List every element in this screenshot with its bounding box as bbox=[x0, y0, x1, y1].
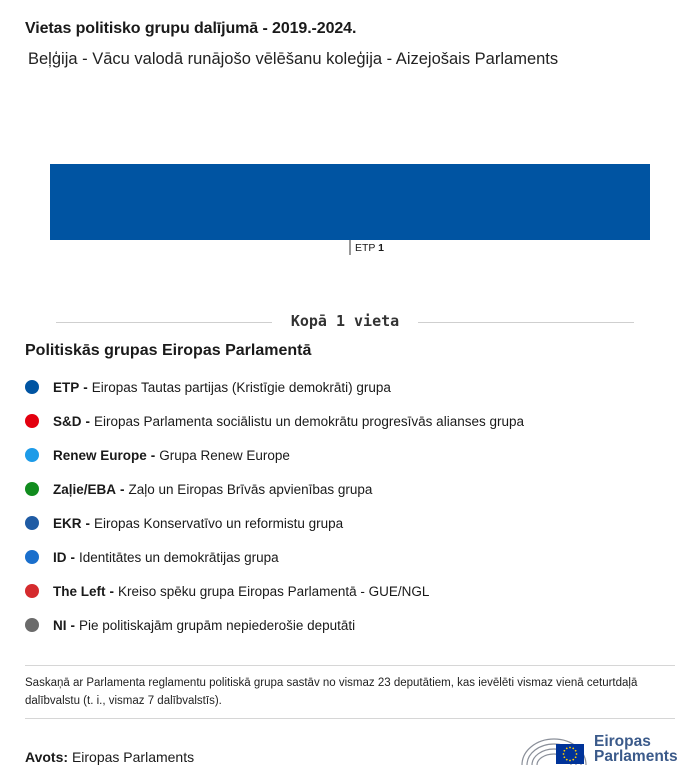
legend-abbr: Renew Europe bbox=[53, 447, 147, 463]
legend-name: Pie politiskajām grupām nepiederošie deputāti bbox=[79, 617, 356, 633]
chart-title: Vietas politisko grupu dalījumā - 2019.-2024. bbox=[25, 20, 357, 37]
legend-item-ni: NI - Pie politiskajām grupām nepiederošie deputāti bbox=[25, 608, 524, 642]
eu-star-icon bbox=[575, 750, 577, 752]
legend-dot-icon bbox=[25, 516, 39, 530]
source bbox=[25, 749, 194, 765]
parliament-logo-icon bbox=[520, 729, 590, 769]
divider bbox=[25, 718, 675, 719]
eu-star-icon bbox=[575, 756, 577, 758]
legend-name: Eiropas Konservatīvo un reformistu grupa bbox=[94, 515, 344, 531]
footnote: Saskaņā ar Parlamenta reglamentu politiskā grupa sastāv no vismaz 23 deputātiem, kas ievēlēti vismaz vienā ceturtdaļā dalībvalstu (t. i., vismaz 7 dalībvalstīs). bbox=[25, 677, 638, 707]
eu-star-icon bbox=[563, 756, 565, 758]
legend-name: Kreiso spēku grupa Eiropas Parlamentā - GUE/NGL bbox=[118, 583, 430, 599]
legend-abbr: S&D bbox=[53, 413, 82, 429]
total-divider-left bbox=[56, 322, 272, 323]
legend-name: Eiropas Parlamenta sociālistu un demokrātu progresīvās alianses grupa bbox=[94, 413, 524, 429]
eu-star-icon bbox=[572, 759, 574, 761]
legend-abbr: EKR bbox=[53, 515, 82, 531]
eu-star-icon bbox=[563, 750, 565, 752]
legend-dot-icon bbox=[25, 618, 39, 632]
eu-star-icon bbox=[563, 753, 565, 755]
legend-item-sd: S&D - Eiropas Parlamenta sociālistu un demokrātu progresīvās alianses grupa bbox=[25, 404, 524, 438]
divider bbox=[25, 665, 675, 666]
legend-dot-icon bbox=[25, 414, 39, 428]
legend-item-greens: Zaļie/EBA - Zaļo un Eiropas Brīvās apvienības grupa bbox=[25, 472, 524, 506]
eu-star-icon bbox=[569, 760, 571, 762]
legend-abbr: Zaļie/EBA bbox=[53, 481, 117, 497]
legend-abbr: ID bbox=[53, 549, 67, 565]
legend-abbr: NI bbox=[53, 617, 67, 633]
ep-logo bbox=[520, 729, 680, 769]
eu-star-icon bbox=[576, 753, 578, 755]
legend-item-ekr: EKR - Eiropas Konservatīvo un reformistu grupa bbox=[25, 506, 524, 540]
legend-item-renew: Renew Europe - Grupa Renew Europe bbox=[25, 438, 524, 472]
source-label: Avots: bbox=[25, 749, 69, 765]
legend-item-id: ID - Identitātes un demokrātijas grupa bbox=[25, 540, 524, 574]
chart-subtitle: Beļģija - Vācu valodā runājošo vēlēšanu koleģija - Aizejošais Parlaments bbox=[28, 50, 559, 68]
legend bbox=[25, 370, 524, 642]
legend-dot-icon bbox=[25, 482, 39, 496]
source-value: Eiropas Parlaments bbox=[71, 749, 195, 765]
bar-data-label: ETP 1 bbox=[355, 242, 384, 254]
bar-segment-etp bbox=[50, 164, 650, 240]
seat-bar-chart bbox=[0, 150, 700, 260]
legend-name: Zaļo un Eiropas Brīvās apvienības grupa bbox=[128, 481, 373, 497]
legend-title: Politiskās grupas Eiropas Parlamentā bbox=[25, 342, 312, 359]
legend-dot-icon bbox=[25, 550, 39, 564]
legend-dot-icon bbox=[25, 584, 39, 598]
legend-dot-icon bbox=[25, 448, 39, 462]
eu-star-icon bbox=[572, 747, 574, 749]
total-seats-row bbox=[56, 312, 634, 332]
eu-star-icon bbox=[566, 759, 568, 761]
eu-star-icon bbox=[569, 747, 571, 749]
eu-star-icon bbox=[566, 747, 568, 749]
logo-text: Eiropas Parlaments bbox=[594, 733, 678, 765]
legend-name: Identitātes un demokrātijas grupa bbox=[79, 549, 279, 565]
total-seats-label: Kopā 1 vieta bbox=[290, 312, 400, 330]
legend-item-etp: ETP - Eiropas Tautas partijas (Kristīgie demokrāti) grupa bbox=[25, 370, 524, 404]
legend-abbr: ETP bbox=[53, 379, 80, 395]
total-divider-right bbox=[418, 322, 634, 323]
legend-name: Grupa Renew Europe bbox=[159, 447, 290, 463]
legend-abbr: The Left bbox=[53, 583, 106, 599]
legend-name: Eiropas Tautas partijas (Kristīgie demokrāti) grupa bbox=[91, 379, 391, 395]
legend-item-left: The Left - Kreiso spēku grupa Eiropas Parlamentā - GUE/NGL bbox=[25, 574, 524, 608]
legend-dot-icon bbox=[25, 380, 39, 394]
